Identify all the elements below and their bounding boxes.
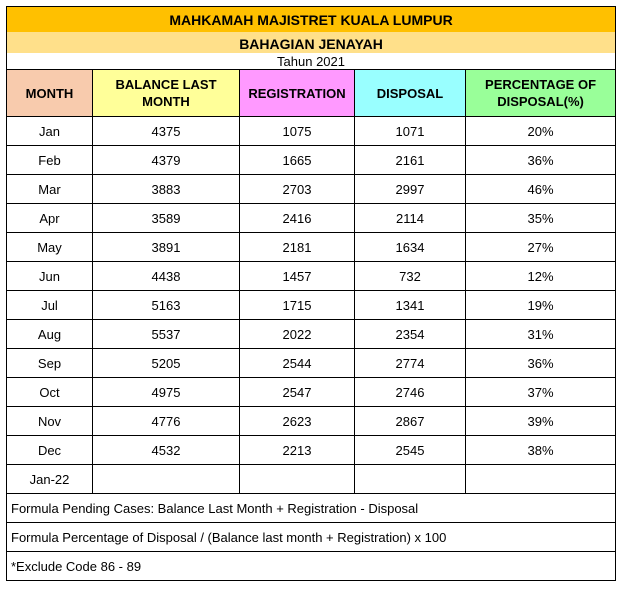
cell-balance: 3589 bbox=[93, 204, 240, 233]
cell-registration: 2544 bbox=[240, 349, 355, 378]
table-row bbox=[7, 349, 616, 378]
cell-registration: 1665 bbox=[240, 146, 355, 175]
cell-percentage: 20% bbox=[466, 117, 616, 146]
year-label: Tahun 2021 bbox=[7, 53, 616, 70]
table-row bbox=[7, 436, 616, 465]
cell-disposal: 2545 bbox=[355, 436, 466, 465]
cell-disposal: 2997 bbox=[355, 175, 466, 204]
cell-month: Sep bbox=[7, 349, 93, 378]
table-row bbox=[7, 262, 616, 291]
cell-disposal: 2867 bbox=[355, 407, 466, 436]
cell-month: Nov bbox=[7, 407, 93, 436]
cell-month: Jul bbox=[7, 291, 93, 320]
cell-month: Apr bbox=[7, 204, 93, 233]
cell-month: Jan-22 bbox=[7, 465, 93, 494]
table-row bbox=[7, 175, 616, 204]
cell-balance: 4379 bbox=[93, 146, 240, 175]
note-exclude-code: *Exclude Code 86 - 89 bbox=[7, 552, 616, 581]
cell-registration: 1457 bbox=[240, 262, 355, 291]
cell-balance: 3883 bbox=[93, 175, 240, 204]
cell-balance: 4375 bbox=[93, 117, 240, 146]
table-body bbox=[7, 117, 616, 494]
cell-month: Mar bbox=[7, 175, 93, 204]
cell-percentage: 37% bbox=[466, 378, 616, 407]
cell-percentage: 36% bbox=[466, 146, 616, 175]
cell-month: Jun bbox=[7, 262, 93, 291]
cell-month: Dec bbox=[7, 436, 93, 465]
cell-percentage: 46% bbox=[466, 175, 616, 204]
cell-balance bbox=[93, 465, 240, 494]
cell-percentage: 19% bbox=[466, 291, 616, 320]
cell-percentage: 35% bbox=[466, 204, 616, 233]
cell-registration: 2623 bbox=[240, 407, 355, 436]
cell-disposal: 1634 bbox=[355, 233, 466, 262]
table-row bbox=[7, 291, 616, 320]
cell-registration: 1075 bbox=[240, 117, 355, 146]
cell-month: Jan bbox=[7, 117, 93, 146]
note-percentage-formula: Formula Percentage of Disposal / (Balance last month + Registration) x 100 bbox=[7, 523, 616, 552]
cell-registration: 2547 bbox=[240, 378, 355, 407]
cell-disposal: 2774 bbox=[355, 349, 466, 378]
cell-registration: 2213 bbox=[240, 436, 355, 465]
cell-disposal: 2161 bbox=[355, 146, 466, 175]
header-percentage: PERCENTAGE OF DISPOSAL(%) bbox=[466, 70, 616, 117]
cell-balance: 4438 bbox=[93, 262, 240, 291]
cell-registration: 2703 bbox=[240, 175, 355, 204]
cell-balance: 5205 bbox=[93, 349, 240, 378]
cell-month: May bbox=[7, 233, 93, 262]
cell-month: Aug bbox=[7, 320, 93, 349]
cell-percentage bbox=[466, 465, 616, 494]
table-row bbox=[7, 378, 616, 407]
cell-percentage: 12% bbox=[466, 262, 616, 291]
cell-registration: 1715 bbox=[240, 291, 355, 320]
table-row bbox=[7, 146, 616, 175]
cell-disposal: 2114 bbox=[355, 204, 466, 233]
cell-balance: 3891 bbox=[93, 233, 240, 262]
cell-month: Feb bbox=[7, 146, 93, 175]
cell-registration: 2416 bbox=[240, 204, 355, 233]
cell-percentage: 36% bbox=[466, 349, 616, 378]
cell-balance: 4975 bbox=[93, 378, 240, 407]
cell-balance: 4532 bbox=[93, 436, 240, 465]
cell-disposal: 1341 bbox=[355, 291, 466, 320]
cell-month: Oct bbox=[7, 378, 93, 407]
report-subtitle: BAHAGIAN JENAYAH bbox=[7, 32, 616, 53]
note-pending-formula: Formula Pending Cases: Balance Last Month + Registration - Disposal bbox=[7, 494, 616, 523]
cell-registration: 2181 bbox=[240, 233, 355, 262]
cell-disposal: 2746 bbox=[355, 378, 466, 407]
disposal-table bbox=[6, 6, 616, 581]
report-title: MAHKAMAH MAJISTRET KUALA LUMPUR bbox=[7, 7, 616, 33]
cell-percentage: 31% bbox=[466, 320, 616, 349]
cell-disposal: 2354 bbox=[355, 320, 466, 349]
table-row bbox=[7, 117, 616, 146]
cell-disposal bbox=[355, 465, 466, 494]
cell-balance: 5537 bbox=[93, 320, 240, 349]
header-disposal: DISPOSAL bbox=[355, 70, 466, 117]
cell-percentage: 27% bbox=[466, 233, 616, 262]
table-row bbox=[7, 465, 616, 494]
header-balance: BALANCE LAST MONTH bbox=[93, 70, 240, 117]
cell-balance: 4776 bbox=[93, 407, 240, 436]
cell-disposal: 1071 bbox=[355, 117, 466, 146]
header-registration: REGISTRATION bbox=[240, 70, 355, 117]
cell-percentage: 39% bbox=[466, 407, 616, 436]
cell-registration bbox=[240, 465, 355, 494]
report-sheet bbox=[6, 6, 615, 581]
table-row bbox=[7, 233, 616, 262]
table-row bbox=[7, 204, 616, 233]
table-row bbox=[7, 320, 616, 349]
cell-percentage: 38% bbox=[466, 436, 616, 465]
cell-disposal: 732 bbox=[355, 262, 466, 291]
header-month: MONTH bbox=[7, 70, 93, 117]
cell-balance: 5163 bbox=[93, 291, 240, 320]
table-row bbox=[7, 407, 616, 436]
cell-registration: 2022 bbox=[240, 320, 355, 349]
